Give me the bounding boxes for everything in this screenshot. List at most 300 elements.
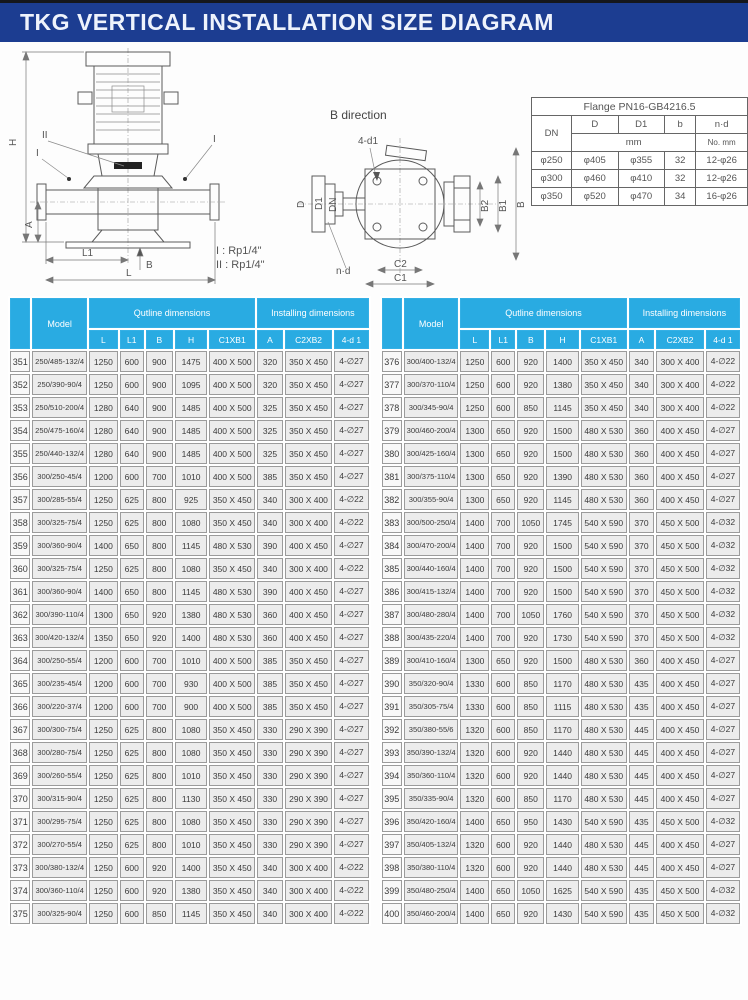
cell: 330 (257, 834, 283, 855)
table-row (382, 880, 741, 901)
cell: 900 (175, 696, 207, 717)
cell: 400 X 450 (656, 489, 704, 510)
cell: 350 X 450 (209, 857, 255, 878)
cell: 290 X 390 (285, 834, 333, 855)
cell: 1440 (546, 834, 578, 855)
cell: 300/270-55/4 (32, 834, 86, 855)
cell: 480 X 530 (581, 788, 627, 809)
cell: 800 (146, 512, 173, 533)
cell: 400 X 450 (656, 719, 704, 740)
cell: 300/440-160/4 (404, 558, 458, 579)
cell: 600 (120, 857, 144, 878)
cell: 4-∅27 (706, 742, 740, 763)
cell: 480 X 530 (581, 765, 627, 786)
table-row (10, 558, 369, 579)
table-row (10, 627, 369, 648)
cell: 1280 (89, 443, 118, 464)
cell: 4-∅32 (706, 627, 740, 648)
cell: 4-∅27 (334, 351, 368, 372)
cell: 1200 (89, 673, 118, 694)
cell: 4-∅22 (334, 489, 368, 510)
cell: 395 (382, 788, 402, 809)
cell: 4-∅32 (706, 811, 740, 832)
cell: 1400 (460, 811, 489, 832)
cell: 350/320-90/4 (404, 673, 458, 694)
dimension-table-right (380, 296, 743, 926)
cell: 300/295-75/4 (32, 811, 86, 832)
cell: 300/420-132/4 (32, 627, 86, 648)
cell: 300/315-90/4 (32, 788, 86, 809)
cell: 4-∅32 (706, 880, 740, 901)
cell: 1095 (175, 374, 207, 395)
cell: 300/410-160/4 (404, 650, 458, 671)
cell: 920 (517, 558, 544, 579)
cell: 800 (146, 558, 173, 579)
cell: 300/415-132/4 (404, 581, 458, 602)
cell: 540 X 590 (581, 558, 627, 579)
cell: 1300 (89, 604, 118, 625)
cell: 1440 (546, 765, 578, 786)
table-row (10, 535, 369, 556)
cell: 340 (257, 857, 283, 878)
cell: 385 (257, 673, 283, 694)
main-dimension-tables (8, 296, 742, 926)
cell: 350 X 450 (209, 880, 255, 901)
cell: 540 X 590 (581, 604, 627, 625)
cell: 4-∅22 (334, 558, 368, 579)
model-header: Model (32, 298, 86, 349)
cell: 300/250-55/4 (32, 650, 86, 671)
cell: 450 X 500 (656, 535, 704, 556)
table-row (382, 765, 741, 786)
cell: 350/335-90/4 (404, 788, 458, 809)
cell: 340 (257, 512, 283, 533)
cell: 370 (629, 512, 655, 533)
cell: 4-∅27 (334, 673, 368, 694)
right-bracket (444, 176, 470, 232)
header-row-1 (382, 298, 741, 328)
cell: 290 X 390 (285, 742, 333, 763)
cell: 540 X 590 (581, 535, 627, 556)
cell: 397 (382, 834, 402, 855)
cell: 1500 (546, 420, 578, 441)
cell: 4-∅27 (706, 765, 740, 786)
cell: 4-∅27 (334, 443, 368, 464)
cell: 325 (257, 443, 283, 464)
col-C1XB1: C1XB1 (209, 330, 255, 349)
cell: 325 (257, 420, 283, 441)
cell: 350/380-55/6 (404, 719, 458, 740)
dim-B-arrow (137, 248, 143, 270)
cell: 1400 (460, 880, 489, 901)
cell: 480 X 530 (581, 834, 627, 855)
cell: 920 (517, 443, 544, 464)
cell: 350 X 450 (285, 443, 333, 464)
cell: 920 (517, 581, 544, 602)
cell: 1250 (89, 489, 118, 510)
cell: 377 (382, 374, 402, 395)
cell: 400 X 500 (209, 351, 255, 372)
installing-dimensions-header: Installing dimensions (629, 298, 740, 328)
cell: 4-∅22 (334, 903, 368, 924)
cell: 355 (10, 443, 30, 464)
cell: 1250 (89, 880, 118, 901)
dim-label-H: H (8, 138, 19, 146)
cell: 250/510-200/4 (32, 397, 86, 418)
cell: 650 (491, 466, 515, 487)
cell: 330 (257, 788, 283, 809)
cell: 32 (664, 152, 695, 170)
cell: 1050 (517, 604, 544, 625)
cell: 300 X 400 (285, 558, 333, 579)
cell: 354 (10, 420, 30, 441)
outline-dimensions-header: Qutline dimensions (460, 298, 626, 328)
table-row (532, 170, 748, 188)
cell: 930 (175, 673, 207, 694)
cell: 920 (517, 351, 544, 372)
cell: 300/325-75/4 (32, 512, 86, 533)
cell: 1200 (89, 466, 118, 487)
cell: 360 (629, 466, 655, 487)
table-row (382, 857, 741, 878)
cell: 250/440-132/4 (32, 443, 86, 464)
cell: 300/380-132/4 (32, 857, 86, 878)
cell: 1010 (175, 765, 207, 786)
cell: 330 (257, 719, 283, 740)
cell: 480 X 530 (581, 719, 627, 740)
cell: 381 (382, 466, 402, 487)
table-row (10, 581, 369, 602)
cell: 450 X 500 (656, 880, 704, 901)
cell: 1320 (460, 788, 489, 809)
cell: φ250 (532, 152, 572, 170)
cell: 350 X 450 (285, 466, 333, 487)
cell: 1400 (460, 627, 489, 648)
cell: 1250 (460, 351, 489, 372)
cell: 4-∅32 (706, 558, 740, 579)
table-row (382, 512, 741, 533)
cell: 700 (491, 627, 515, 648)
cell: 300/355-90/4 (404, 489, 458, 510)
cell: 385 (257, 650, 283, 671)
cell: 300/285-55/4 (32, 489, 86, 510)
cell: 370 (10, 788, 30, 809)
cell: 445 (629, 857, 655, 878)
cell: 4-∅22 (334, 512, 368, 533)
cell: 1745 (546, 512, 578, 533)
cell: 4-∅32 (706, 512, 740, 533)
cell: 600 (491, 765, 515, 786)
cell: 625 (120, 742, 144, 763)
cell: 1320 (460, 765, 489, 786)
cell: 350 X 450 (209, 512, 255, 533)
cell: 4-∅27 (334, 627, 368, 648)
cell: 4-∅32 (706, 535, 740, 556)
cell: 392 (382, 719, 402, 740)
table-row (10, 903, 369, 924)
cell: 480 X 530 (581, 742, 627, 763)
cell: 650 (120, 535, 144, 556)
table-row (382, 420, 741, 441)
cell: 300/220-37/4 (32, 696, 86, 717)
cell: 330 (257, 765, 283, 786)
table-row (382, 397, 741, 418)
cell: 300 X 400 (285, 880, 333, 901)
table-row (382, 351, 741, 372)
table-row (10, 765, 369, 786)
cell: 400 X 500 (209, 397, 255, 418)
cell: 650 (491, 443, 515, 464)
table-row (382, 903, 741, 924)
table-row (10, 857, 369, 878)
cell: 700 (491, 581, 515, 602)
cell: φ470 (618, 188, 664, 206)
cell: 1170 (546, 673, 578, 694)
cell: 350 X 450 (209, 788, 255, 809)
cell: 600 (120, 351, 144, 372)
flange-unit-nd: No. mm (696, 134, 748, 152)
cell: 290 X 390 (285, 811, 333, 832)
cell: 353 (10, 397, 30, 418)
flange-col-nd: n·d (696, 116, 748, 134)
cell: 435 (629, 880, 655, 901)
cell: 4-∅32 (706, 903, 740, 924)
cell: 389 (382, 650, 402, 671)
cell: 4-∅27 (706, 420, 740, 441)
cell: 4-∅27 (334, 696, 368, 717)
cell: 1625 (546, 880, 578, 901)
table-row (382, 834, 741, 855)
table-row (10, 512, 369, 533)
cell: 600 (120, 903, 144, 924)
col-C2XB2: C2XB2 (656, 330, 704, 349)
cell: 12-φ26 (696, 152, 748, 170)
corner-cell (382, 298, 402, 349)
cell: 4-∅27 (334, 604, 368, 625)
cell: 600 (491, 788, 515, 809)
cell: 4-∅27 (334, 420, 368, 441)
cell: 1145 (175, 535, 207, 556)
cell: 1380 (175, 880, 207, 901)
cell: 920 (517, 857, 544, 878)
cell: 1320 (460, 719, 489, 740)
dim-label-B2: B2 (480, 199, 491, 212)
b-direction-diagram (248, 122, 540, 290)
cell: 800 (146, 834, 173, 855)
cell: 300/260-55/4 (32, 765, 86, 786)
cell: 4-∅27 (334, 397, 368, 418)
cell: 4-∅27 (334, 374, 368, 395)
cell: 800 (146, 535, 173, 556)
cell: 920 (146, 880, 173, 901)
cell: 540 X 590 (581, 880, 627, 901)
leader-I-right (186, 145, 212, 178)
cell: 300 X 400 (656, 374, 704, 395)
table-row (10, 788, 369, 809)
cell: 362 (10, 604, 30, 625)
cell: 350 X 450 (209, 765, 255, 786)
table-body-left (10, 351, 369, 924)
cell: 16-φ26 (696, 188, 748, 206)
cell: 400 X 500 (209, 696, 255, 717)
cell: 920 (146, 627, 173, 648)
cell: 900 (146, 443, 173, 464)
cell: 850 (517, 673, 544, 694)
cell: 480 X 530 (209, 581, 255, 602)
cell: 650 (491, 811, 515, 832)
cell: 920 (517, 489, 544, 510)
cell: 1500 (546, 558, 578, 579)
table-row (10, 719, 369, 740)
table-row (382, 719, 741, 740)
cell: 920 (517, 834, 544, 855)
cell: 625 (120, 512, 144, 533)
cell: 540 X 590 (581, 627, 627, 648)
cell: 340 (629, 397, 655, 418)
cell: 480 X 530 (581, 673, 627, 694)
cell: 1250 (89, 765, 118, 786)
dim-label-B-right: B (516, 201, 527, 208)
cell: 400 X 450 (656, 742, 704, 763)
cell: 1380 (546, 374, 578, 395)
cell: 400 X 450 (656, 765, 704, 786)
cell: 300/425-160/4 (404, 443, 458, 464)
cell: 376 (382, 351, 402, 372)
cell: 920 (146, 857, 173, 878)
cell: 1200 (89, 696, 118, 717)
cell: 400 X 450 (656, 788, 704, 809)
cell: 1400 (546, 351, 578, 372)
cell: 360 (629, 650, 655, 671)
cell: 300/345-90/4 (404, 397, 458, 418)
cell: 373 (10, 857, 30, 878)
cell: 640 (120, 397, 144, 418)
cell: 4-∅27 (706, 834, 740, 855)
cell: 4-∅27 (706, 857, 740, 878)
cell: 1280 (89, 420, 118, 441)
cell: 4-∅22 (334, 857, 368, 878)
cell: 350 X 450 (285, 650, 333, 671)
outline-dimensions-header: Qutline dimensions (89, 298, 255, 328)
cell: 480 X 530 (581, 489, 627, 510)
cell: 480 X 530 (209, 627, 255, 648)
cell: 379 (382, 420, 402, 441)
cell: 1400 (460, 604, 489, 625)
cell: 394 (382, 765, 402, 786)
cell: 399 (382, 880, 402, 901)
cell: 650 (491, 489, 515, 510)
cell: 4-∅27 (334, 650, 368, 671)
port-dot-right (183, 177, 187, 181)
cell: 600 (491, 374, 515, 395)
model-header: Model (404, 298, 458, 349)
cell: 625 (120, 489, 144, 510)
cell: 600 (120, 673, 144, 694)
cell: 1330 (460, 673, 489, 694)
dim-label-D1: D1 (314, 197, 325, 210)
leader-nd (328, 222, 346, 268)
cell: 400 X 450 (656, 443, 704, 464)
col-B: B (517, 330, 544, 349)
cell: 375 (10, 903, 30, 924)
cell: 1080 (175, 742, 207, 763)
table-row (10, 351, 369, 372)
flange-spec-table (531, 97, 748, 206)
dim-label-B1: B1 (498, 199, 509, 212)
cell: 400 X 450 (656, 857, 704, 878)
cell: 920 (517, 374, 544, 395)
cell: 385 (257, 466, 283, 487)
cell: 370 (629, 627, 655, 648)
cell: 320 (257, 351, 283, 372)
cell: φ410 (618, 170, 664, 188)
cell: 396 (382, 811, 402, 832)
cell: 600 (491, 696, 515, 717)
cell: 370 (629, 604, 655, 625)
cell: 250/485-132/4 (32, 351, 86, 372)
cell: 920 (517, 420, 544, 441)
cell: 450 X 500 (656, 604, 704, 625)
cell: 387 (382, 604, 402, 625)
cell: 350 X 450 (285, 374, 333, 395)
cell: 390 (257, 581, 283, 602)
table-row (382, 604, 741, 625)
cell: 378 (382, 397, 402, 418)
cell: 400 X 450 (656, 834, 704, 855)
cell: 800 (146, 742, 173, 763)
cell: 600 (120, 374, 144, 395)
cell: 363 (10, 627, 30, 648)
cell: 290 X 390 (285, 719, 333, 740)
cell: 850 (517, 788, 544, 809)
motor-lug-left (78, 92, 92, 104)
cell: 400 X 500 (209, 420, 255, 441)
cell: 350 X 450 (209, 489, 255, 510)
cell: 4-∅27 (706, 443, 740, 464)
cell: 1400 (175, 857, 207, 878)
cell: 1500 (546, 443, 578, 464)
cell: 340 (257, 903, 283, 924)
flange-unit-mm: mm (572, 134, 696, 152)
port-label-I-left: I (36, 148, 39, 159)
col-C2XB2: C2XB2 (285, 330, 333, 349)
cell: 1250 (89, 512, 118, 533)
cell: 386 (382, 581, 402, 602)
cell: 1250 (89, 351, 118, 372)
cell: 340 (257, 489, 283, 510)
cell: 300/250-45/4 (32, 466, 86, 487)
cell: 625 (120, 558, 144, 579)
cell: 600 (491, 397, 515, 418)
cell: 1010 (175, 650, 207, 671)
cell: 4-∅27 (706, 466, 740, 487)
cell: 1430 (546, 811, 578, 832)
cell: 400 X 450 (285, 604, 333, 625)
cell: 600 (120, 466, 144, 487)
cell: 700 (491, 604, 515, 625)
header-row-1 (10, 298, 369, 328)
cell: 1170 (546, 719, 578, 740)
table-row (382, 581, 741, 602)
cell: 800 (146, 719, 173, 740)
cell: 1400 (460, 581, 489, 602)
cell: 4-∅27 (706, 650, 740, 671)
cell: 300/435-220/4 (404, 627, 458, 648)
cell: 900 (146, 397, 173, 418)
cell: 400 X 450 (656, 696, 704, 717)
port-label-II: II (42, 130, 48, 141)
cell: 800 (146, 765, 173, 786)
